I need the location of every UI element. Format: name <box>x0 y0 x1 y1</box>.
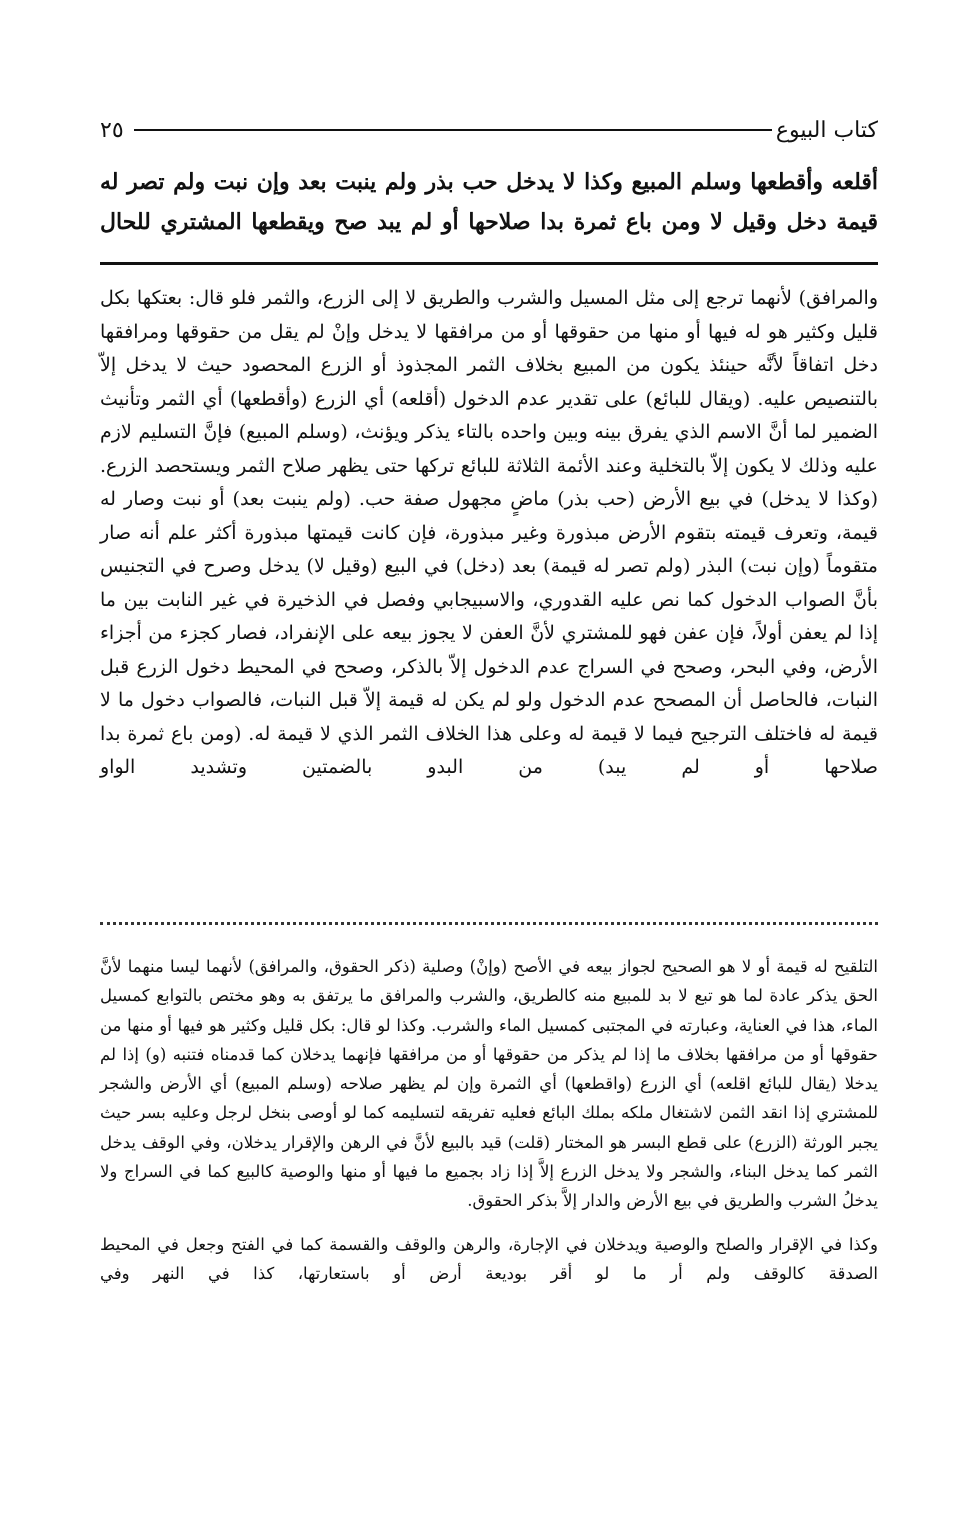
footnote-paragraph: وكذا في الإقرار والصلح والوصية ويدخلان في الإجارة، والرهن والوقف والقسمة كما في الفتح وجعل في المحيط الصدقة كالوقف ولم أر ما لو أقر بوديعة أرض أو باستعارتها، كذا في النهر وفي <box>100 1234 878 1283</box>
footnote-paragraph: التلقيح له قيمة أو لا هو الصحيح لجواز بيعه في الأصح (وإنْ) وصلية (ذكر الحقوق، والمرافق) لأنهما ليسا منهما لأنَّ الحق يذكر عادة لما هو تبع لا بد للمبيع منه كالطريق، والشرب والمرافق ما يرتفق به وهو مختص بالتوابع كمسيل الماء، هذا في العناية، وعبارته في المجتبى كمسيل الماء والشرب. وكذا لو قال: بكل قليل وكثير هو فيها أو منها من حقوقها أو من مرافقها بخلاف ما إذا لم يذكر من حقوقها أو من مرافقها فإنهما يدخلان كما قدمناه فتنبه (و) إذا لم يدخلا (يقال للبائع اقلعه) أي الزرع (واقطعها) أي الثمرة وإن لم يظهر صلاحه (وسلم المبيع) أي الأرض والشجر للمشتري إذا انقد الثمن لاشتغال ملكه بملك البائع فعليه تفريقه لتسليمه كما لو أوصى بنخل لرجل وعليه بسر حيث يجبر الورثة (الزرع) على قطع البسر هو المختار (قلت) قيد بالبيع لأنَّ في الرهن والإقرار يدخلان، وفي الوقف يدخل الثمر كما يدخل البناء، والشجر ولا يدخل الزرع إلاَّ إذا زاد بجميع ما فيها أو منها والوصية كالبيع كما في السراج ولا يدخلُ الشرب والطريق في بيع الأرض والدار إلاَّ بذكر الحقوق. <box>100 957 878 1211</box>
header-rule <box>134 129 772 131</box>
dotted-separator <box>100 922 878 925</box>
commentary-text <box>100 282 878 785</box>
footnote-text <box>100 952 878 1288</box>
running-title: كتاب البيوع <box>775 117 878 143</box>
main-text <box>100 162 878 242</box>
main-text-line: قيمة دخل وقيل لا ومن باع ثمرة بدا صلاحها أو لم يبد صح ويقطعها المشتري للحال <box>100 209 878 235</box>
main-text-line: أقلعه وأقطعها وسلم المبيع وكذا لا يدخل حب بذر ولم ينبت بعد وإن نبت ولم تصر له <box>100 169 878 195</box>
page-number: ٢٥ <box>100 117 124 143</box>
section-divider <box>100 262 878 265</box>
page-header <box>100 112 878 148</box>
commentary-paragraph: والمرافق) لأنهما ترجع إلى مثل المسيل والشرب والطريق لا إلى الزرع، والثمر فلو قال: بعتكها بكل قليل وكثير هو له فيها أو منها من حقوقها أو من مرافقها لا يدخل وإنْ لم يقل من حقوقها ومرافقها دخل اتفاقاً لأنَّه حينئذ يكون من المبيع بخلاف الثمر المجذوذ أو الزرع المحصود حيث لا يدخل إلاّ بالتنصيص عليه. (ويقال للبائع) على تقدير عدم الدخول (أقلعه) أي الزرع (وأقطعها) أي الثمر وتأنيث الضمير لما أنَّ الاسم الذي يفرق بينه وبين واحده بالتاء يذكر ويؤنث، (وسلم المبيع) فإنَّ التسليم لازم عليه وذلك لا يكون إلاّ بالتخلية وعند الأئمة الثلاثة للبائع تركها حتى يظهر صلاح الثمر ويستحصد الزرع. (وكذا لا يدخل) في بيع الأرض (حب بذر) ماضٍ مجهول صفة حب. (ولم ينبت بعد) أو نبت وصار له قيمة، وتعرف قيمته بتقوم الأرض مبذورة وغير مبذورة، فإن كانت قيمتها مبذورة أكثر علم أنه صار متقوماً (وإن نبت) البذر (ولم تصر له قيمة) بعد (دخل) في البيع (وقيل لا) يدخل وصرح في التجنيس بأنَّ الصواب الدخول كما نص عليه القدوري، والاسبيجابي وفصل في الذخيرة في غير النابت بين ما إذا لم يعفن أولاً، فإن عفن فهو للمشتري لأنَّ العفن لا يجوز بيعه على الإنفراد، فصار كجزء من أجزاء الأرض، وفي البحر، وصحح في السراج عدم الدخول إلاّ بالذكر، وصحح في المحيط دخول الزرع قبل النبات، فالحاصل أن المصحح عدم الدخول ولو لم يكن له قيمة إلاّ قبل النبات، فالصواب دخول ما لا قيمة له فاختلف الترجيح فيما لا قيمة له وعلى هذا الخلاف الثمر الذي لا قيمة له. (ومن باع ثمرة بدا صلاحها أو لم يبد) من البدو بالضمتين وتشديد الواو <box>100 287 878 778</box>
